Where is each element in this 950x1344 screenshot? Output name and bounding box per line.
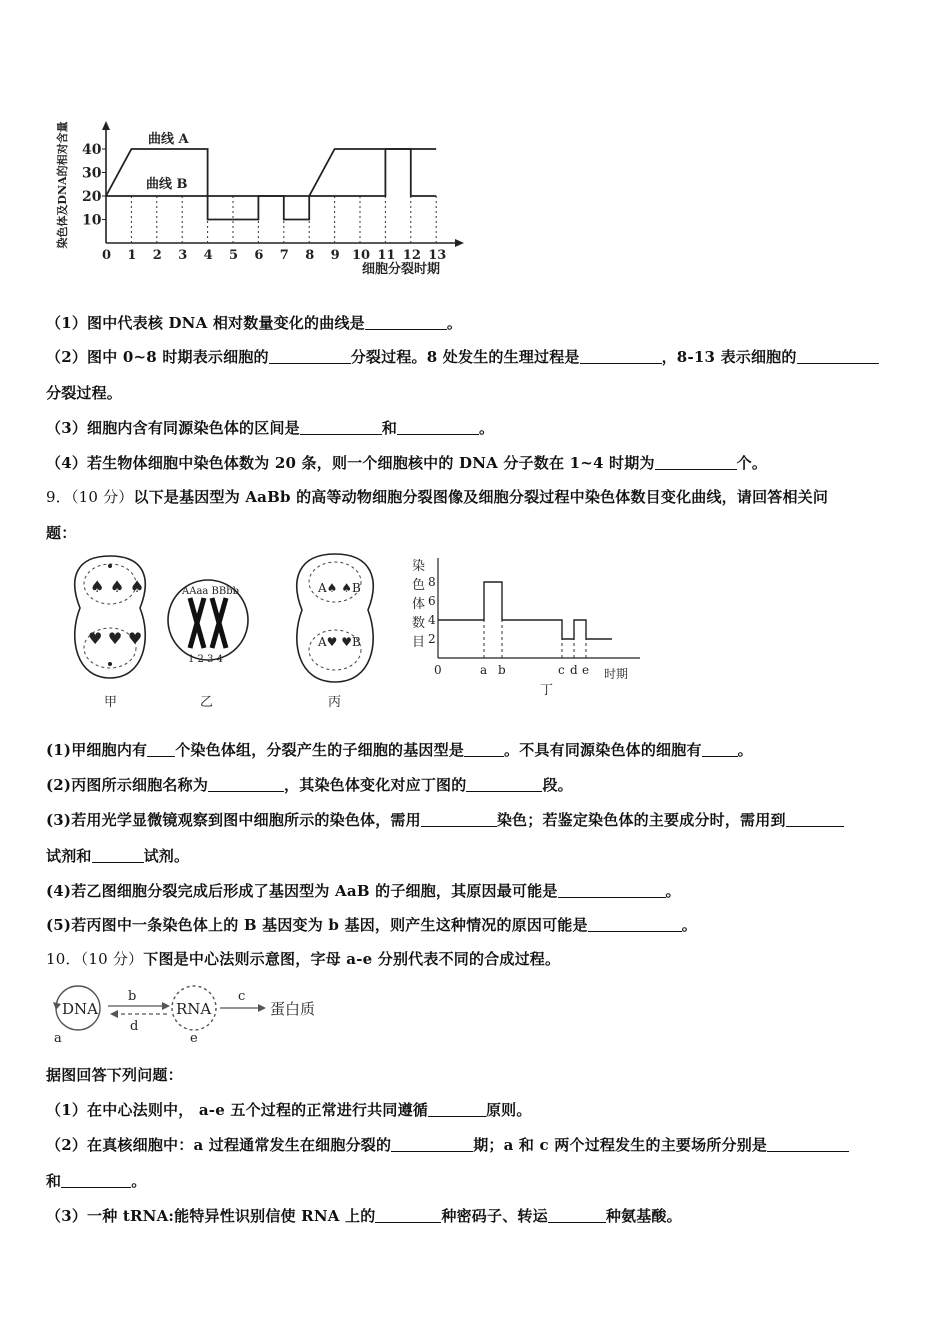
q8-line-1: （1）图中代表核 DNA 相对数量变化的曲线是 。	[46, 314, 463, 332]
q9-sub-1: (1)甲细胞内有 个染色体组，分裂产生的子细胞的基因型是 。不具有同源染色体的细胞有 。	[46, 741, 753, 759]
answer-blank[interactable]	[580, 349, 662, 364]
q10-sub-2: （2）在真核细胞中：a 过程通常发生在细胞分裂的 期；a 和 c 两个过程发生的主要场所分别是	[46, 1134, 849, 1155]
ding-x-tick: c	[558, 663, 565, 677]
x-tick-label: 0	[102, 248, 112, 263]
dogma-d: d	[130, 1019, 139, 1034]
answer-blank[interactable]	[702, 742, 738, 757]
answer-blank[interactable]	[466, 777, 542, 792]
cell-label-ding: 丁	[540, 683, 554, 698]
dogma-rna: RNA	[176, 1000, 212, 1018]
cell-bing	[297, 554, 373, 710]
figure-cell-division	[60, 548, 660, 716]
y-tick-label: 30	[82, 165, 102, 182]
x-tick-label: 6	[254, 248, 264, 263]
ding-y-tick: 4	[428, 613, 436, 627]
chart-ding	[412, 558, 640, 698]
q8-line-4: （4）若生物体细胞中染色体数为 20 条，则一个细胞核中的 DNA 分子数在 1~4 时期为 个。	[46, 454, 768, 472]
dogma-b: b	[128, 989, 137, 1004]
answer-blank[interactable]	[548, 1208, 606, 1223]
cell-jia	[75, 556, 145, 710]
answer-blank[interactable]	[588, 917, 682, 932]
answer-blank[interactable]	[269, 349, 351, 364]
q9-sub-5: (5)若丙图中一条染色体上的 B 基因变为 b 基因，则产生这种情况的原因可能是 。	[46, 916, 697, 934]
answer-blank[interactable]	[208, 777, 284, 792]
x-tick-label: 5	[229, 248, 239, 263]
cell-label-bing: 丙	[328, 695, 342, 710]
dogma-c: c	[238, 989, 246, 1004]
x-tick-label: 13	[428, 248, 447, 263]
y-tick-label: 10	[82, 212, 102, 229]
x-tick-label: 8	[305, 248, 315, 263]
x-tick-label: 9	[330, 248, 340, 263]
q9-sub-3b: 试剂和 试剂。	[46, 847, 190, 865]
svg-text:A♥ ♥B: A♥ ♥B	[318, 635, 361, 649]
y-tick-label: 40	[82, 142, 102, 158]
q10-sub-2b: 和 。	[46, 1172, 147, 1190]
dogma-dna: DNA	[62, 1000, 98, 1018]
x-axis-label: 细胞分裂时期	[362, 262, 441, 277]
ding-x-tick: a	[480, 663, 488, 677]
q10-sub-3: （3）一种 tRNA:能特异性识别信使 RNA 上的 种密码子、转运 种氨基酸。	[46, 1207, 682, 1225]
q10-intro: 据图回答下列问题：	[46, 1066, 183, 1084]
x-tick-label: 2	[152, 248, 162, 263]
q8-text: （1）图中代表核 DNA 相对数量变化的曲线是	[46, 314, 365, 332]
svg-text:♥ ♥ ♥: ♥ ♥ ♥	[88, 629, 143, 648]
ding-ylabel-char: 目	[412, 635, 426, 650]
y-tick-label: 20	[82, 189, 102, 205]
dogma-e: e	[190, 1031, 198, 1046]
answer-blank[interactable]	[786, 812, 844, 827]
ding-y-tick: 8	[428, 575, 436, 589]
q8-line-2: （2）图中 0~8 时期表示细胞的 分裂过程。8 处发生的生理过程是 ，8-13 表示细胞的	[46, 346, 879, 367]
curve-a-label: 曲线 A	[148, 132, 189, 147]
ding-x-tick: d	[570, 663, 578, 677]
answer-blank[interactable]	[421, 812, 497, 827]
ding-y-tick: 2	[428, 632, 436, 646]
cell-label-yi: 乙	[200, 695, 214, 710]
ding-ylabel-char: 数	[412, 616, 426, 631]
q8-line-2b: 分裂过程。	[46, 384, 123, 402]
answer-blank[interactable]	[147, 742, 175, 757]
ding-xlabel: 时期	[604, 667, 629, 681]
answer-blank[interactable]	[300, 420, 382, 435]
q10-stem: 10．（10 分）下图是中心法则示意图，字母 a-e 分别代表不同的合成过程。	[46, 950, 561, 968]
ding-ylabel-char: 色	[412, 578, 426, 593]
x-tick-label: 7	[279, 248, 289, 263]
ding-x-tick: e	[582, 663, 590, 677]
figure-central-dogma	[48, 976, 348, 1046]
dogma-protein: 蛋白质	[270, 1000, 316, 1018]
question-number: 9．（10 分）	[46, 488, 134, 506]
ding-ylabel-char: 体	[412, 597, 426, 612]
figure-dna-chromosome-chart	[50, 105, 470, 285]
curve-b-label: 曲线 B	[146, 177, 188, 192]
ding-y-tick: 6	[428, 594, 436, 608]
answer-blank[interactable]	[391, 1137, 473, 1152]
dogma-a: a	[54, 1031, 62, 1046]
answer-blank[interactable]	[655, 455, 737, 470]
question-number: 10．（10 分）	[46, 950, 144, 968]
x-tick-label: 3	[178, 248, 188, 263]
answer-blank[interactable]	[365, 315, 447, 330]
answer-blank[interactable]	[797, 349, 879, 364]
ding-x-tick: b	[498, 663, 506, 677]
x-tick-label: 1	[127, 248, 137, 263]
yi-numbers: 1 2 3 4	[188, 654, 223, 665]
q8-line-3: （3）细胞内含有同源染色体的区间是 和 。	[46, 419, 495, 437]
cell-yi	[168, 580, 248, 710]
svg-text:A♠ ♠B: A♠ ♠B	[318, 581, 361, 595]
svg-text:♠ ♠ ♠: ♠ ♠ ♠	[90, 577, 145, 596]
yi-genes: AAaa BBbb	[182, 586, 240, 597]
q9-stem-1: 9．（10 分）以下是基因型为 AaBb 的高等动物细胞分裂图像及细胞分裂过程中染色体数目变化曲线，请回答相关问	[46, 488, 829, 506]
answer-blank[interactable]	[61, 1173, 131, 1188]
answer-blank[interactable]	[397, 420, 479, 435]
cell-label-jia: 甲	[104, 695, 118, 710]
q10-sub-1: （1）在中心法则中， a-e 五个过程的正常进行共同遵循 原则。	[46, 1101, 532, 1119]
ding-chromosome-line	[438, 582, 612, 639]
q9-stem-2: 题：	[46, 524, 77, 542]
x-tick-label: 11	[377, 248, 396, 263]
ding-ylabel-char: 染	[412, 559, 426, 574]
q9-sub-3: (3)若用光学显微镜观察到图中细胞所示的染色体，需用 染色；若鉴定染色体的主要成分时，需用到	[46, 809, 844, 830]
q9-sub-4: (4)若乙图细胞分裂完成后形成了基因型为 AaB 的子细胞，其原因最可能是 。	[46, 882, 681, 900]
x-tick-label: 12	[402, 248, 421, 263]
answer-blank[interactable]	[464, 742, 504, 757]
answer-blank[interactable]	[428, 1102, 486, 1117]
x-tick-label: 4	[203, 248, 213, 263]
ding-x-tick: 0	[434, 663, 442, 677]
answer-blank[interactable]	[375, 1208, 441, 1223]
answer-blank[interactable]	[92, 848, 144, 863]
answer-blank[interactable]	[767, 1137, 849, 1152]
y-axis-label: 染色体及DNA的相对含量	[56, 121, 69, 249]
answer-blank[interactable]	[558, 883, 666, 898]
q9-sub-2: (2)丙图所示细胞名称为 ，其染色体变化对应丁图的 段。	[46, 776, 573, 794]
x-tick-label: 10	[352, 248, 371, 263]
